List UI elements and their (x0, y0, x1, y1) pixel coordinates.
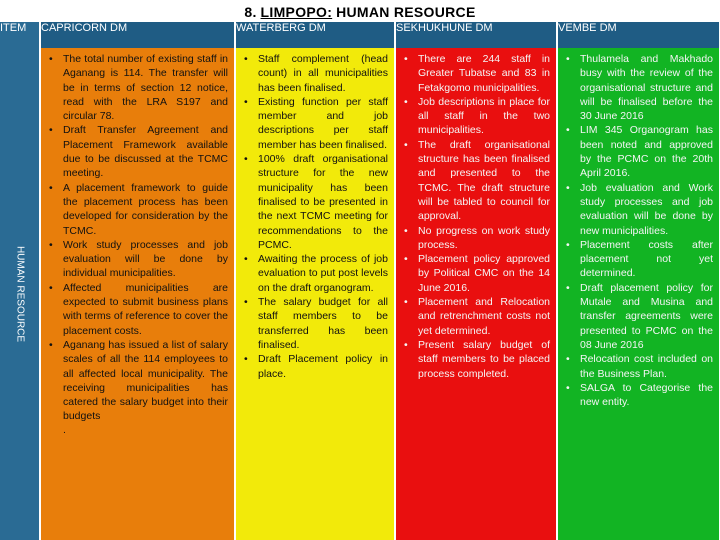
capricorn-trailing: . (63, 423, 66, 436)
capricorn-list (41, 48, 234, 424)
sekhukhune-bullet-item: • There are 244 staff in Greater Tubatse and 83 in Fetakgomo municipalities. (418, 52, 550, 95)
sekhukhune-list (396, 48, 556, 381)
header-waterberg: WATERBERG DM (235, 22, 395, 48)
table-row (0, 48, 720, 540)
waterberg-cell (235, 48, 395, 540)
sekhukhune-bullet-item: • Placement policy approved by Political CMC on the 14 June 2016. (418, 252, 550, 295)
waterberg-bullet-item: • Draft Placement policy in place. (258, 352, 388, 381)
sekhukhune-bullet-item: • Job descriptions in place for all staff in the two municipalities. (418, 95, 550, 138)
sekhukhune-cell (395, 48, 557, 540)
capricorn-bullet-item: • Draft Transfer Agreement and Placement Framework available due to be discussed at the TCMC meeting. (63, 123, 228, 180)
capricorn-bullet-item: • Aganang has issued a list of salary scales of all the 114 employees to all affected local municipality. The receiving municipalities has catered the salary budget into their budgets (63, 338, 228, 424)
table-header-row (0, 22, 720, 48)
header-vembe: VEMBE DM (557, 22, 720, 48)
header-item: ITEM (0, 22, 40, 48)
row-label: HUMAN RESOURCE (14, 245, 25, 343)
vembe-bullet-item: • Thulamela and Makhado busy with the review of the organisational structure and will be finalised before the 30 June 2016 (580, 52, 713, 123)
waterberg-bullet-item: • Existing function per staff member and job descriptions per staff member has been finalised. (258, 95, 388, 152)
row-label-cell (0, 48, 40, 540)
waterberg-bullet-item: • Awaiting the process of job evaluation to put post levels on the draft organogram. (258, 252, 388, 295)
sekhukhune-bullet-item: • Present salary budget of staff members to be placed process completed. (418, 338, 550, 381)
header-sekhukhune: SEKHUKHUNE DM (395, 22, 557, 48)
page-title (0, 4, 720, 24)
vembe-bullet-item: • Job evaluation and Work study processes and job evaluation will be done by new municipalities. (580, 181, 713, 238)
sekhukhune-bullet-item: • Placement and Relocation and retrenchment costs not yet determined. (418, 295, 550, 338)
status-table (0, 22, 720, 540)
title-number: 8. (244, 4, 257, 20)
waterberg-bullet-item: • Staff complement (head count) in all municipalities has been finalised. (258, 52, 388, 95)
vembe-bullet-item: • LIM 345 Organogram has been noted and approved by the PCMC on the 20th April 2016. (580, 123, 713, 180)
waterberg-bullet-item: • 100% draft organisational structure for the new municipality has been finalised to be presented in the next TCMC meeting for recommendations to the PCMC. (258, 152, 388, 252)
vembe-list (558, 48, 719, 409)
waterberg-bullet-item: • The salary budget for all staff members to be transferred has been finalised. (258, 295, 388, 352)
title-topic: HUMAN RESOURCE (336, 4, 476, 20)
sekhukhune-bullet-item: • No progress on work study process. (418, 224, 550, 253)
vembe-bullet-item: • Draft placement policy for Mutale and Musina and transfer agreements were presented to PCMC on the 08 June 2016 (580, 281, 713, 352)
vembe-bullet-item: • SALGA to Categorise the new entity. (580, 381, 713, 410)
title-province: LIMPOPO: (260, 4, 333, 20)
header-capricorn: CAPRICORN DM (40, 22, 235, 48)
capricorn-bullet-item: • Affected municipalities are expected to submit business plans with terms of reference to cover the placement costs. (63, 281, 228, 338)
sekhukhune-bullet-item: • The draft organisational structure has been finalised and presented to the TCMC. The draft structure will be tabled to council for approval. (418, 138, 550, 224)
waterberg-list (236, 48, 394, 381)
vembe-bullet-item: • Placement costs after placement not yet determined. (580, 238, 713, 281)
capricorn-bullet-item: • Work study processes and job evaluation will be done by individual municipalities. (63, 238, 228, 281)
capricorn-cell (40, 48, 235, 540)
capricorn-bullet-item: • A placement framework to guide the placement process has been developed for consideration by the TCMC. (63, 181, 228, 238)
vembe-bullet-item: • Relocation cost included on the Business Plan. (580, 352, 713, 381)
vembe-cell (557, 48, 720, 540)
capricorn-bullet-item: • The total number of existing staff in Aganang is 114. The transfer will be in terms of section 12 notice, read with the LRA S197 and circular 78. (63, 52, 228, 123)
